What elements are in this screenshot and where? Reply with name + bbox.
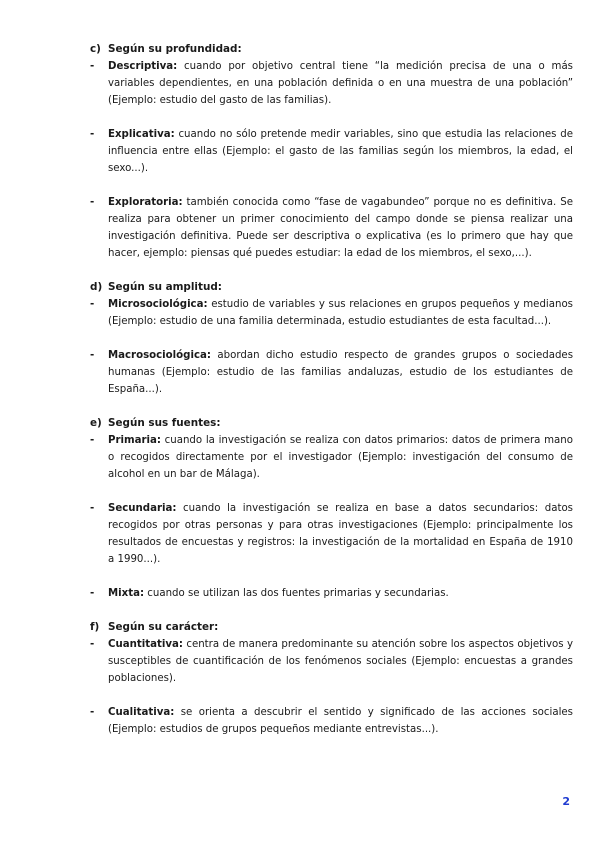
item-description: también conocida como “fase de vagabundeo” porque no es definitiva. Se realiza para obtener un primer conocimiento del campo donde se piensa realizar una investigación definitiva. Puede ser descriptiva o explicativa (es lo primero que hay que hacer, ejemplo: piensas qué puedes estudiar: la edad de los miembros, el sexo,...). <box>108 197 573 259</box>
item-text <box>108 194 573 262</box>
bullet-dash: - <box>90 350 95 361</box>
item-description: cuando la investigación se realiza con datos primarios: datos de primera mano o recogidos directamente por el investigador (Ejemplo: investigación del consumo de alcohol en un bar de Málaga). <box>108 435 573 480</box>
item-term: Macrosociológica: <box>108 350 211 361</box>
section-profundidad <box>90 41 573 262</box>
page-content <box>90 41 573 738</box>
section-amplitud <box>90 279 573 398</box>
section-letter: e) <box>90 417 102 429</box>
item-term: Mixta: <box>108 588 145 599</box>
bullet-dash: - <box>90 588 95 599</box>
item-description: estudio de variables y sus relaciones en grupos pequeños y medianos (Ejemplo: estudio de una familia determinada, estudio estudiantes de esta facultad...). <box>108 299 573 327</box>
item-text <box>108 585 573 602</box>
section-heading <box>90 415 573 432</box>
section-letter: c) <box>90 43 101 55</box>
section-letter: d) <box>90 281 103 293</box>
item-description: cuando no sólo pretende medir variables, sino que estudia las relaciones de influencia entre ellas (Ejemplo: el gasto de las familias según los miembros, la edad, el sexo...). <box>108 129 573 174</box>
item-text <box>108 58 573 109</box>
item-term: Cualitativa: <box>108 707 175 718</box>
item-text <box>108 126 573 177</box>
item-term: Exploratoria: <box>108 197 183 208</box>
item-text <box>108 432 573 483</box>
bullet-dash: - <box>90 197 95 208</box>
bullet-dash: - <box>90 435 95 446</box>
item-description: centra de manera predominante su atención sobre los aspectos objetivos y susceptibles de cuantificación de los fenómenos sociales (Ejemplo: encuestas a grandes poblaciones). <box>108 639 573 684</box>
section-title: Según su profundidad: <box>108 43 242 55</box>
list-item-macrosociologica <box>90 347 573 398</box>
bullet-dash: - <box>90 129 95 140</box>
section-caracter <box>90 619 573 738</box>
item-description: abordan dicho estudio respecto de grandes grupos o sociedades humanas (Ejemplo: estudio de las familias andaluzas, estudio de los estudiantes de España...). <box>108 350 573 395</box>
item-description: cuando se utilizan las dos fuentes primarias y secundarias. <box>144 588 449 599</box>
item-description: cuando la investigación se realiza en base a datos secundarios: datos recogidos por otras personas y para otras investigaciones (Ejemplo: principalmente los resultados de encuestas y registros: la investigación de la mortalidad en España de 1910 a 1990...). <box>108 503 573 565</box>
item-text <box>108 636 573 687</box>
item-term: Descriptiva: <box>108 61 178 72</box>
item-text <box>108 296 573 330</box>
list-item-mixta <box>90 585 573 602</box>
list-item-exploratoria <box>90 194 573 262</box>
list-item-microsociologica <box>90 296 573 330</box>
section-heading <box>90 619 573 636</box>
section-title: Según sus fuentes: <box>108 417 221 429</box>
list-item-secundaria <box>90 500 573 568</box>
bullet-dash: - <box>90 299 95 310</box>
list-item-explicativa <box>90 126 573 177</box>
item-term: Microsociológica: <box>108 299 208 310</box>
section-heading <box>90 279 573 296</box>
item-description: cuando por objetivo central tiene “la medición precisa de una o más variables dependientes, en una población definida o en una muestra de una población” (Ejemplo: estudio del gasto de las familias). <box>108 61 573 106</box>
item-term: Primaria: <box>108 435 161 446</box>
section-title: Según su carácter: <box>108 621 219 633</box>
list-item-cuantitativa <box>90 636 573 687</box>
item-term: Secundaria: <box>108 503 177 514</box>
list-item-primaria <box>90 432 573 483</box>
section-letter: f) <box>90 621 100 633</box>
bullet-dash: - <box>90 707 95 718</box>
item-text <box>108 704 573 738</box>
list-item-descriptiva <box>90 58 573 109</box>
item-term: Explicativa: <box>108 129 175 140</box>
bullet-dash: - <box>90 639 95 650</box>
item-text <box>108 500 573 568</box>
section-fuentes <box>90 415 573 602</box>
item-term: Cuantitativa: <box>108 639 183 650</box>
bullet-dash: - <box>90 61 95 72</box>
bullet-dash: - <box>90 503 95 514</box>
item-description: se orienta a descubrir el sentido y significado de las acciones sociales (Ejemplo: estudios de grupos pequeños mediante entrevistas...). <box>108 707 573 735</box>
list-item-cualitativa <box>90 704 573 738</box>
page-number: 2 <box>562 795 570 808</box>
section-heading <box>90 41 573 58</box>
section-title: Según su amplitud: <box>108 281 222 293</box>
item-text <box>108 347 573 398</box>
